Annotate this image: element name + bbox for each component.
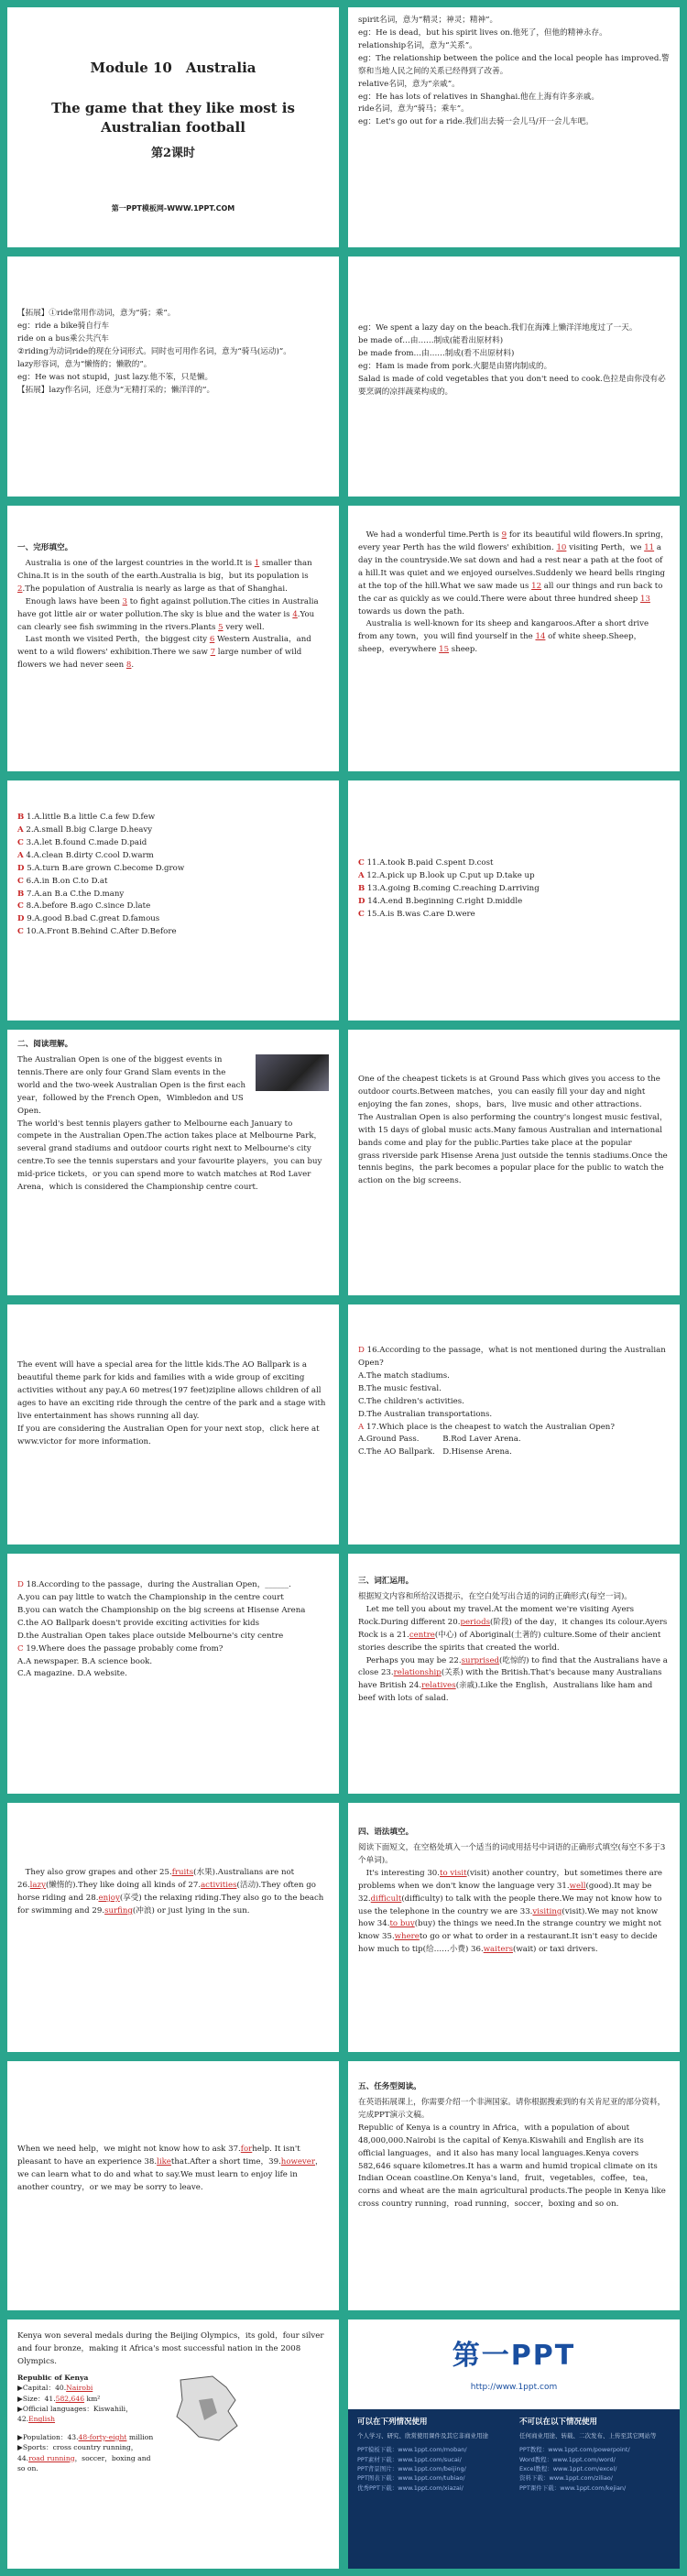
cloze-paragraph: Australia is one of the largest countries in the world.It is 1 smaller than China.It is in the south of the earth.Australia is big，but its population is 2.The population of Australia is nearly as large as that of Shanghai. [17, 558, 312, 594]
question-option: B.you can watch the Championship on the big screens at Hisense Arena [17, 1605, 306, 1615]
task-slide-1 [348, 2061, 680, 2310]
reading-paragraph: The world's best tennis players gather to Melbourne each January to compete in the Australian Open.The action takes place at Melbourne Park，several grand stadiums and outdoor courts right next to Melbourne's city centre.To see the tennis superstars and your favourite players，you can buy mid-price tickets，or you can spend more to watch matches at Rod Laver Arena，which is considered the Championship centre court. [17, 1119, 322, 1193]
resource-link[interactable]: 优秀PPT下载：www.1ppt.com/xiazai/ [357, 2483, 463, 2492]
task-paragraph: Republic of Kenya is a country in Africa，with a population of about 48,000,000.Nairobi is the capital of Kenya.Kiswahili and English are its official languages，and it also has many local languages.Kenya covers 582,646 square kilometres.It has a warm and humid tropical climate on its Indian Ocean coastline.On Kenya's land，fruit，vegetables，coffee，tea，corns and wheat are the main agricultural products.The people in Kenya like cross country running，road running，soccer，boxing and so on. [358, 2123, 666, 2210]
vocab-line: relative名词，意为“亲戚”。 [358, 79, 460, 89]
resource-link[interactable]: PPT模板下载：www.1ppt.com/moban/ [357, 2446, 467, 2454]
vocab-line: eg：He has lots of relatives in Shanghai.他在上海有许多亲戚。 [358, 92, 599, 102]
option-row: A 12.A.pick up B.look up C.put up D.take up [358, 870, 535, 880]
fact-size: ▶Size：41.582,646 km² [17, 2394, 101, 2403]
word-paragraph: Let me tell you about my travel.At the moment we're visiting Ayers Rock.During different 20.periods(阶段) of the day，it changes its colour.Ayers Rock is a 21.centre(中心) of Aboriginal(土著的) culture.Some of their ancient stories describe the spirits that created the world. [358, 1604, 668, 1653]
resource-link[interactable]: PPT背景图片：www.1ppt.com/beijing/ [357, 2465, 466, 2473]
reading-slide-3 [7, 1304, 339, 1545]
cloze-paragraph: We had a wonderful time.Perth is 9 for its beautiful wild flowers.In spring，every year Perth has the wild flowers' exhibition. 10 visiting Perth，we 11 a day in the countryside.We sat down and had a rest near a path at the foot of a hill.It was quiet and we enjoyed ourselves.Suddenly we heard bells ringing at the top of the hill.What we saw made us 12 all our things and run back to the car as quickly as we could.There were about three hundred sheep 13 towards us down the path. [358, 530, 669, 617]
section-heading: 五、任务型阅读。 [358, 2082, 421, 2091]
vocab-line: eg：Ham is made from pork.火腿是由猪肉制成的。 [358, 361, 552, 371]
vocab-line: ride名词，意为“骑马；乘车”。 [358, 104, 469, 115]
option-row: D 5.A.turn B.are grown C.become D.grow [17, 863, 185, 873]
forbidden-title: 不可以在以下情况使用 [519, 2418, 598, 2427]
site-link[interactable]: http://www.1ppt.com [470, 2382, 558, 2392]
word-use-slide-1 [348, 1554, 680, 1794]
question-option: A.you can pay little to watch the Championship in the centre court [17, 1592, 284, 1602]
vocab-slide-2 [7, 257, 339, 497]
vocab-line: eg：The relationship between the police and the local people has improved.警察和当地人民之间的关系已经得到了改善。 [358, 53, 670, 76]
cloze-paragraph: Last month we visited Perth，the biggest city 6 Western Australia，and went to a wild flowers' exhibition.There we saw 7 large number of wild flowers we had never seen 8. [17, 635, 311, 671]
option-row: C 6.A.in B.on C.to D.at [17, 876, 108, 886]
reading-paragraph: One of the cheapest tickets is at Ground Pass which gives you access to the outdoor courts.Between matches，you can easily fill your day and night enjoying the fan zones，shops，bars，live music and other attractions. [358, 1075, 660, 1109]
resource-link[interactable]: PPT课件下载：www.1ppt.com/kejian/ [519, 2483, 627, 2492]
reading-paragraph: If you are considering the Australian Open for your next stop，click here at www.victor for more information. [17, 1424, 320, 1446]
vocab-line: eg：We spent a lazy day on the beach.我们在海滩上懒洋洋地度过了一天。 [358, 323, 638, 333]
resource-link[interactable]: Excel教程：www.1ppt.com/excel/ [519, 2465, 617, 2473]
cloze-slide-right [348, 506, 680, 771]
usage-columns [348, 2409, 680, 2500]
resource-link[interactable]: PPT图表下载：www.1ppt.com/tubiao/ [357, 2474, 465, 2483]
questions-slide-2 [7, 1554, 339, 1794]
word-paragraph: They also grow grapes and other 25.fruits(水果).Australians are not 26.lazy(懒惰的).They like doing all kinds of 27.activities(活动).They often go horse riding and 28.enjoy(享受) the relaxing riding.They also go to the beach for swimming and 29.surfing(冲浪) or just lying in the sun. [17, 1868, 324, 1916]
section-heading: 三、词汇运用。 [358, 1577, 414, 1586]
vocab-line: ②riding为动词ride的现在分词形式。同时也可用作名词，意为“骑马(运动)”。 [17, 346, 291, 356]
question-option: D.The Australian transportations. [358, 1409, 493, 1419]
word-use-slide-2 [7, 1803, 339, 2052]
section-heading: 一、完形填空。 [17, 543, 73, 552]
vocab-line: Salad is made of cold vegetables that you don't need to cook.色拉是由你没有必要烹调的凉拌蔬菜构成的。 [358, 374, 666, 397]
lesson-subtitle: 第2课时 [150, 146, 196, 160]
task-slide-2 [7, 2319, 339, 2569]
cover-slide [7, 7, 339, 247]
option-row: C 3.A.let B.found C.made D.paid [17, 837, 147, 847]
question-option: C.The children's activities. [358, 1396, 464, 1406]
option-row: A 2.A.small B.big C.large D.heavy [17, 824, 153, 835]
question-option: C.A magazine. D.A website. [17, 1669, 127, 1679]
allowed-title: 可以在下列情况使用 [357, 2418, 428, 2427]
vocab-line: 【拓展】①ride常用作动词，意为“骑；乘”。 [17, 309, 176, 318]
option-row: C 11.A.took B.paid C.spent D.cost [358, 858, 494, 868]
fact-capital: ▶Capital：40.Nairobi [17, 2384, 93, 2393]
question-option: A.Ground Pass. B.Rod Laver Arena. [358, 1435, 521, 1445]
allowed-desc: 个人学习、研究、欣赏使用课件及其它非商业用途 [357, 2431, 488, 2440]
vocab-slide-1 [348, 7, 680, 247]
tennis-photo [256, 1054, 329, 1091]
resource-link[interactable]: PPT素材下载：www.1ppt.com/sucai/ [357, 2455, 462, 2463]
questions-slide-1 [348, 1304, 680, 1545]
question-option: A.A newspaper. B.A science book. [17, 1656, 153, 1666]
grammar-paragraph: It's interesting 30.to visit(visit) another country，but sometimes there are problems when we don't know the language very 31.well(good).It may be 32.difficult(difficulty) to talk with the people there.We may not know how to use the telephone in the country we are 33.visiting(visit).We may not know how 34.to buy(buy) the things we need.In the strange country we might not know 35.whereto go or what to order in a restaurant.It isn't easy to decide how much to tip(给……小费) 36.waiters(wait) or taxi drivers. [358, 1868, 662, 1955]
question-option: D.the Australian Open takes place outside Melbourne's city centre [17, 1631, 284, 1641]
cloze-paragraph: Enough laws have been 3 to fight against pollution.The cities in Australia have got little air or water pollution.The sky is blue and the water is 4.You can clearly see fish swimming in the rivers.Plants 5 very well. [17, 596, 319, 632]
vocab-slide-3 [348, 257, 680, 497]
option-row: C 15.A.is B.was C.are D.were [358, 909, 475, 919]
vocab-line: spirit名词，意为“精灵；神灵；精神”。 [358, 16, 498, 25]
vocab-line: 【拓展】lazy作名词，还意为“无精打采的；懒洋洋的”。 [17, 385, 215, 395]
question-stem: D 16.According to the passage，what is not mentioned during the Australian Open? [358, 1346, 666, 1368]
kenya-facts [17, 2373, 155, 2474]
kenya-map-icon [162, 2373, 249, 2446]
module-title: Module 10 Australia [90, 60, 256, 76]
fact-sports: ▶Sports：cross country running，44.road running，soccer，boxing and so on. [17, 2443, 151, 2472]
end-logo-area [348, 2319, 680, 2409]
vocab-line: eg：He was not stupid，just lazy.他不笨，只是懒。 [17, 372, 213, 382]
section-heading: 二、阅读理解。 [17, 1040, 73, 1049]
option-row: B 13.A.going B.coming C.reaching D.arriving [358, 883, 540, 893]
question-option: C.the AO Ballpark doesn't provide exciting activities for kids [17, 1618, 260, 1628]
task-paragraph: Kenya won several medals during the Beijing Olympics，its gold，four silver and four bronze，making it Africa's most successful nation in the 2008 Olympics. [17, 2331, 324, 2366]
ppt-logo: 第一PPT [452, 2340, 576, 2372]
resource-link[interactable]: PPT教程：www.1ppt.com/powerpoint/ [519, 2446, 630, 2454]
kenya-ppt-box [17, 2373, 329, 2474]
options-slide-1 [7, 780, 339, 1021]
cloze-paragraph: Australia is well-known for its sheep and kangaroos.After a short drive from any town，you will find yourself in the 14 of white sheep.Sheep，sheep，everywhere 15 sheep. [358, 619, 649, 655]
question-stem: C 19.Where does the passage probably come from? [17, 1643, 224, 1654]
question-stem: A 17.Which place is the cheapest to watch the Australian Open? [358, 1422, 615, 1432]
instruction: 阅读下面短文，在空格处填入一个适当的词或用括号中词语的正确形式填空(每空不多于3个单词)。 [358, 1842, 666, 1865]
instruction: 在英语拓展课上，你需要介绍一个非洲国家。请你根据搜索到的有关肯尼亚的部分资料，完成PPT演示文稿。 [358, 2097, 666, 2120]
vocab-line: be made of…由……制成(能看出原材料) [358, 335, 504, 345]
vocab-line: eg：ride a bike骑自行车 [17, 321, 110, 331]
word-paragraph: Perhaps you may be 22.surprised(吃惊的) to find that the Australians have a close 23.relationship(关系) with the British.That's because many Australians have British 24.relatives(亲戚).Like the English，Australians like ham and beef with lots of salad. [358, 1655, 668, 1704]
reading-paragraph: The Australian Open is one of the biggest events in tennis.There are only four Grand Slam events in the world and the two-week Australian Open is the first each year，followed by the French Open，Wimbledon and US Open. [17, 1054, 245, 1116]
resource-link[interactable]: Word教程：www.1ppt.com/word/ [519, 2455, 616, 2463]
vocab-line: be made from…由……制成(看不出原材料) [358, 348, 515, 358]
lesson-title: The game that they like most is Australian football [51, 100, 295, 136]
grammar-slide-1 [348, 1803, 680, 2052]
question-option: A.The match stadiums. [358, 1370, 450, 1381]
reading-paragraph: The Australian Open is also performing the country's longest music festival，with 15 days of global music acts.Many famous Australian and international bands come and play for the public.Parties take place at the popular [358, 1112, 668, 1148]
vocab-line: eg：Let's go out for a ride.我们出去骑一会儿马/开一会儿车吧。 [358, 117, 594, 127]
question-option: C.The AO Ballpark. D.Hisense Arena. [358, 1447, 512, 1457]
instruction: 根据短文内容和所给汉语提示，在空白处写出合适的词的正确形式(每空一词)。 [358, 1591, 632, 1601]
option-row: D 14.A.end B.beginning C.right D.middle [358, 896, 523, 906]
fact-language: ▶Official languages：Kiswahili，42.English [17, 2404, 133, 2424]
question-option: B.The music festival. [358, 1383, 442, 1393]
vocab-line: relationship名词，意为“关系”。 [358, 40, 477, 50]
resource-link[interactable]: 资料下载：www.1ppt.com/ziliao/ [519, 2474, 613, 2483]
cloze-slide-left [7, 506, 339, 771]
grammar-paragraph: When we need help，we might not know how to ask 37.forhelp. It isn't pleasant to have an experience 38.likethat.After a short time，39.however，we can learn what to do and what to say.We must learn to enjoy life in another country，or we may be sorry to leave. [17, 2145, 323, 2192]
end-slide [348, 2319, 680, 2569]
vocab-line: ride on a bus乘公共汽车 [17, 333, 109, 344]
allowed-usage [357, 2417, 508, 2493]
reading-paragraph: The event will have a special area for the little kids.The AO Ballpark is a beautiful theme park for kids and families with a wide group of exciting activities without any pay.A 60 metres(197 feet)zipline allows children of all ages to have an exciting ride through the centre of the park and a stage with live entertainment has shows running all day. [17, 1360, 326, 1421]
kenya-title: Republic of Kenya [17, 2373, 89, 2382]
forbidden-desc: 任何商业用途、转载、二次发布、上传至其它网站等 [519, 2431, 657, 2440]
fact-population: ▶Population：43.48-forty-eight million [17, 2432, 154, 2441]
option-row: C 10.A.Front B.Behind C.After D.Before [17, 927, 177, 937]
section-heading: 四、语法填空。 [358, 1828, 414, 1837]
site-credit: 第一PPT模板网-WWW.1PPT.COM [111, 203, 235, 213]
option-row: B 7.A.an B.a C.the D.many [17, 889, 125, 899]
option-row: A 4.A.clean B.dirty C.cool D.warm [17, 850, 154, 860]
reading-paragraph: grass riverside park Hisense Arena just outside the tennis stadiums.Once the tennis begins，the park becomes a popular place for the public to watch the action on the big screens. [358, 1151, 668, 1186]
vocab-line: lazy形容词，意为“懒惰的；懒散的”。 [17, 359, 152, 369]
question-stem: D 18.According to the passage，during the Australian Open，______. [17, 1580, 291, 1589]
reading-slide-1 [7, 1030, 339, 1295]
grammar-slide-2 [7, 2061, 339, 2310]
option-row: C 8.A.before B.ago C.since D.late [17, 901, 151, 911]
forbidden-usage [519, 2417, 671, 2493]
option-row: B 1.A.little B.a little C.a few D.few [17, 813, 156, 822]
option-row: D 9.A.good B.bad C.great D.famous [17, 914, 160, 924]
reading-slide-2 [348, 1030, 680, 1295]
options-slide-2 [348, 780, 680, 1021]
vocab-line: eg：He is dead，but his spirit lives on.他死了，但他的精神永存。 [358, 27, 607, 38]
